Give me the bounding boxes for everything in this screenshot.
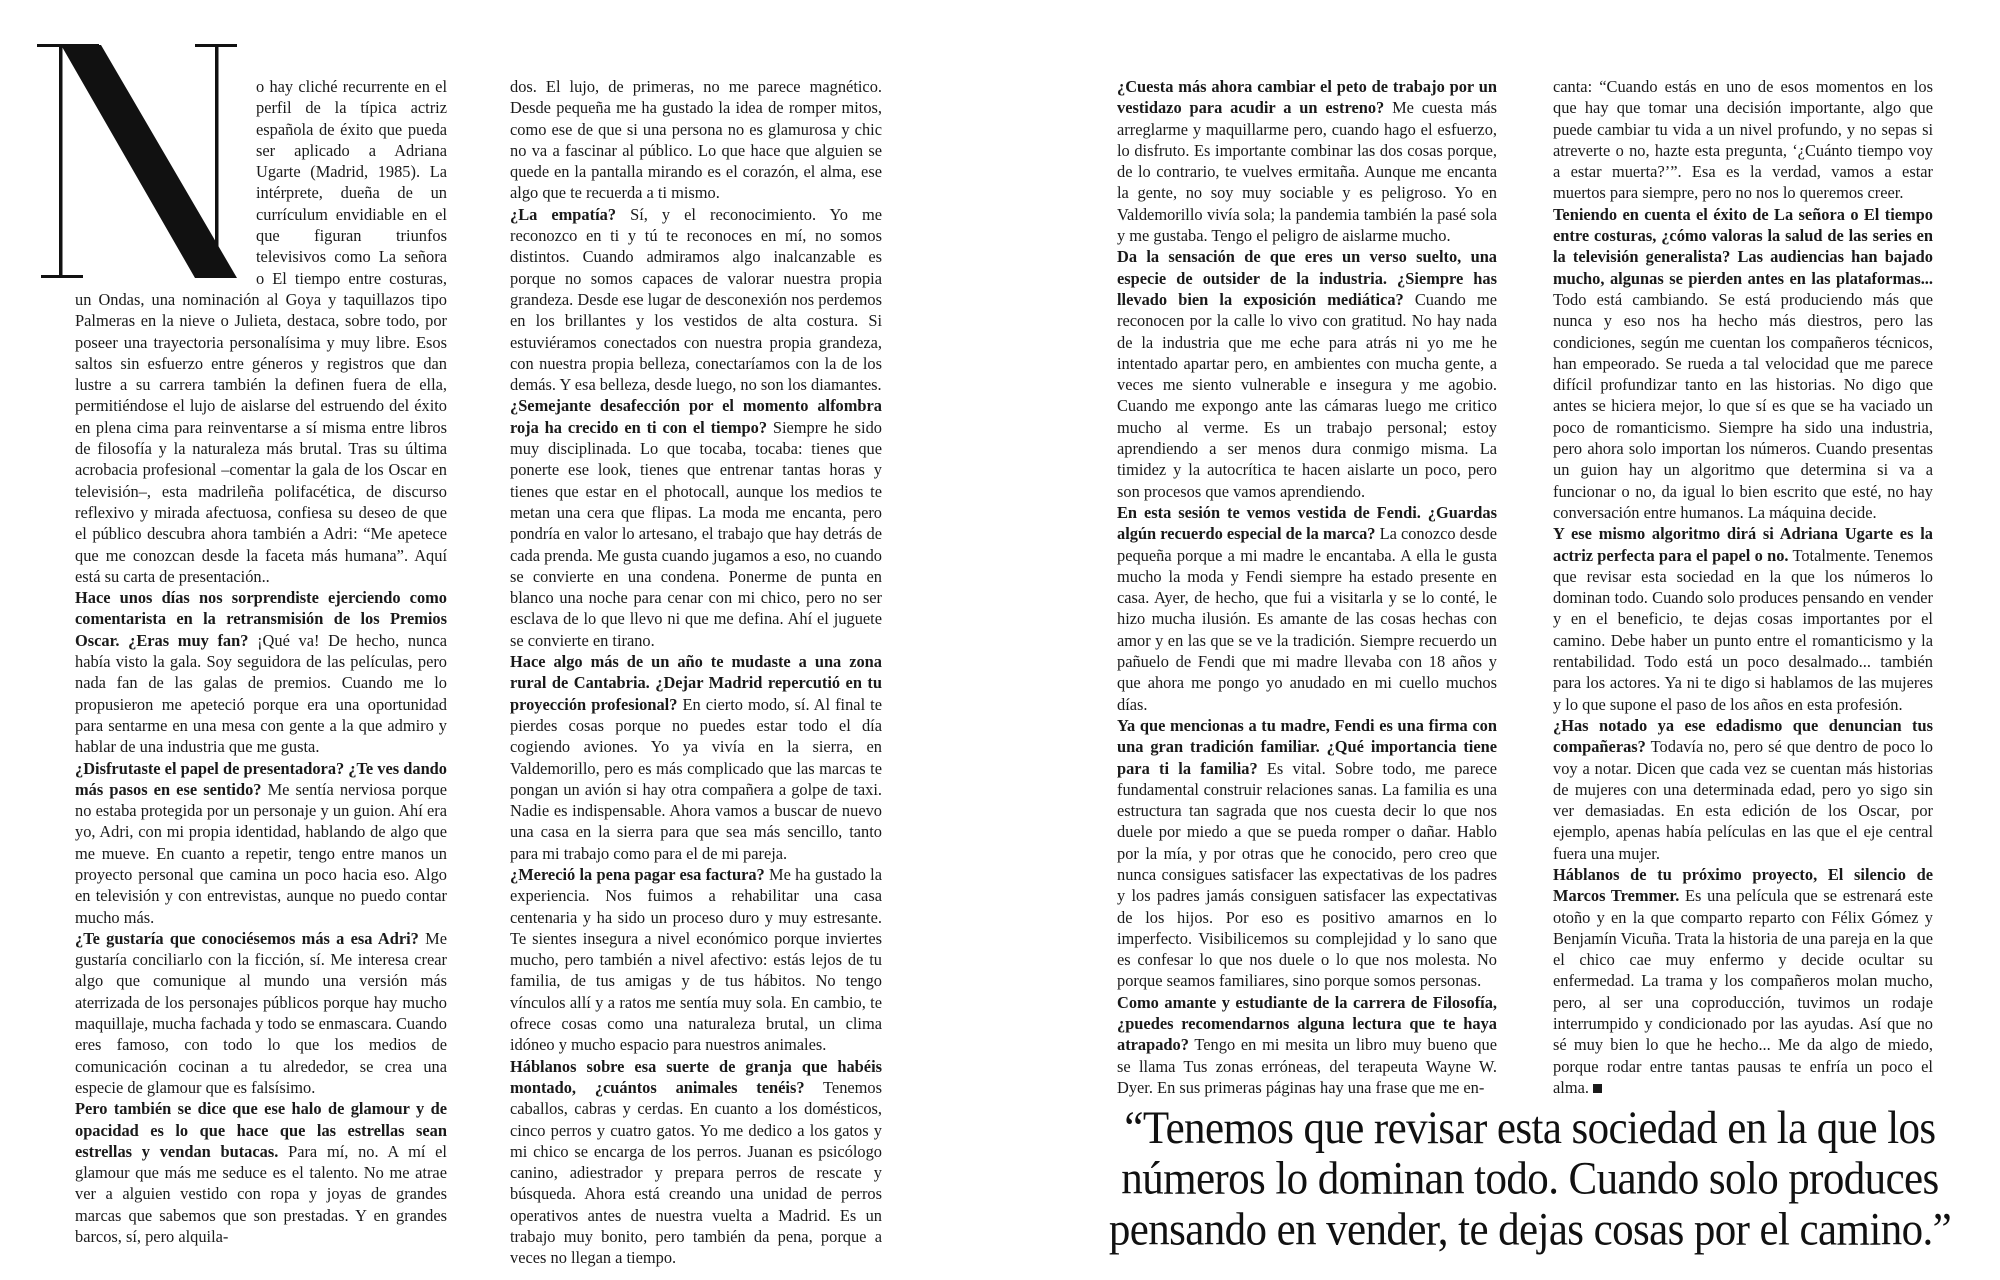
drop-cap xyxy=(37,42,242,280)
interview-question: Como amante y estudiante de la carrera de Filosofía, ¿puedes recomendarnos alguna lectura que te haya atrapado? xyxy=(1117,992,1497,1055)
paragraph-text: o hay cliché recurrente en el perfil de la típica actriz española de éxito que pueda ser aplicado a Adriana Ugarte (Madrid, 1985). La intérprete, dueña de un currículum envidiable en el que figuran triunfos televisivos como La señora o El tiempo entre costuras, un Ondas, una nominación al Goya y taquillazos tipo Palmeras en la nieve o Julieta, destaca, sobre todo, por poseer una trayectoria personalísima y muy libre. Esos saltos sin esfuerzo entre géneros y registros que dan lustre a su carrera también la definen fuera de ella, permitiéndose el lujo de aislarse del estruendo del éxito en plena cima para reinventarse a sí misma entre libros de filosofía y la naturaleza más brutal. Tras su última acrobacia profesional –comentar la gala de los Oscar en televisión–, esta madrileña polifacética, de discurso reflexivo y mirada afectuosa, confiesa su deseo de que el público descubra ahora también a Adri: “Me apetece que me conozcan desde la faceta más humana”. Aquí está su carta de presentación.. xyxy=(75,77,447,586)
paragraph-text: Siempre he sido muy disciplinada. Lo que tocaba, tocaba: tienes que ponerte ese look, tienes que entrenar tantas horas y tienes que estar en el photocall, aunque los medios te metan una cera que flipas. La moda me encanta, pero pondría en valor lo artesano, el trabajo que hay detrás de cada prenda. Me gusta cuando jugamos a eso, no cuando se convierte en una condena. Ponerme de punta en blanco una noche para cenar con mi chico, pero no ser esclava de lo que llevo ni que me defina. Ahí el juguete se convierte en tirano. xyxy=(510,417,882,650)
qa-paragraph xyxy=(1117,502,1497,715)
paragraph-text: canta: “Cuando estás en uno de esos momentos en los que hay que tomar una decisión importante, algo que puede cambiar tu vida a un nivel profundo, y no sepas si atreverte o no, hazte esta pregunta, ‘¿Cuánto tiempo voy a estar muerta?’”. Esa es la verdad, vamos a estar muertos para siempre, pero no nos lo queremos creer. xyxy=(1553,77,1933,203)
body-paragraph xyxy=(1553,76,1933,204)
paragraph-text: Para mí, no. A mí el glamour que más me seduce es el talento. No me atrae ver a alguien vestido con ropa y joyas de grandes marcas que sabemos que son prestadas. Y en grandes barcos, sí, pero alquila- xyxy=(75,1141,447,1247)
interview-question: ¿Mereció la pena pagar esa factura? xyxy=(510,864,765,884)
qa-paragraph xyxy=(1553,864,1933,1098)
qa-paragraph xyxy=(1117,76,1497,246)
article-column-3 xyxy=(1117,76,1497,1098)
paragraph-text: Todavía no, pero sé que dentro de poco lo voy a notar. Dicen que cada vez se cuentan más historias de mujeres con una determinada edad, pero yo sigo sin ver demasiadas. En esta edición de los Oscar, por ejemplo, apenas había películas en las que el eje central fuera una mujer. xyxy=(1553,737,1933,863)
interview-question: Ya que mencionas a tu madre, Fendi es una firma con una gran tradición familiar. ¿Qué importancia tiene para ti la familia? xyxy=(1117,715,1497,778)
paragraph-text: Me ha gustado la experiencia. Nos fuimos a rehabilitar una casa centenaria y ha sido un proceso duro y muy estresante. Te sientes insegura a nivel económico porque inviertes mucho, pero también a nivel afectivo: estás lejos de tu familia, de tus amigas y de tus hábitos. No tengo vínculos allí y a ratos me sentía muy sola. En cambio, te ofrece cosas como una naturaleza brutal, un clima idóneo y mucho espacio para nuestros animales. xyxy=(510,864,882,1055)
pull-quote xyxy=(1100,1103,1960,1255)
interview-question: Teniendo en cuenta el éxito de La señora o El tiempo entre costuras, ¿cómo valoras la salud de las series en la televisión generalista? Las audiencias han bajado mucho, algunas se pierden antes en las plataformas... xyxy=(1553,204,1933,288)
qa-paragraph xyxy=(510,395,882,651)
column-2-content xyxy=(510,76,882,1269)
paragraph-text: Me gustaría conciliarlo con la ficción, sí. Me interesa crear algo que comunique al mundo una versión más aterrizada de los personajes públicos porque hay mucho maquillaje, mucha fachada y todo se enmascara. Cuando eres famoso, con todo lo que los medios de comunicación cocinan a tu alrededor, se crea una especie de glamour que es falsísimo. xyxy=(75,928,447,1097)
interview-question: ¿Te gustaría que conociésemos más a esa Adri? xyxy=(75,928,419,948)
drop-cap-letter-n xyxy=(37,42,242,280)
paragraph-text: Me sentía nerviosa porque no estaba protegida por un personaje y un guion. Ahí era yo, Adri, con mi propia identidad, hablando de algo que me mueve. En cuanto a repetir, tengo entre manos un proyecto personal que camina un poco hacia eso. Algo en televisión y con entrevistas, aunque no puedo contar mucho más. xyxy=(75,779,447,927)
paragraph-text: La conozco desde pequeña porque a mi madre le encantaba. A ella le gusta mucho la moda y Fendi siempre ha estado presente en casa. Ayer, de hecho, que fui a visitarla y se lo conté, le hizo mucha ilusión. Es amante de las cosas hechas con amor y en las que se ve la tradición. Siempre recuerdo un pañuelo de Fendi que mi madre llevaba con 18 años y que ahora me pongo yo anudado en mi cuello muchos días. xyxy=(1117,524,1497,714)
body-paragraph xyxy=(510,76,882,204)
end-of-article-icon xyxy=(1593,1084,1602,1093)
interview-question: Y ese mismo algoritmo dirá si Adriana Ugarte es la actriz perfecta para el papel o no. xyxy=(1553,524,1933,565)
interview-question: Da la sensación de que eres un verso suelto, una especie de outsider de la industria. ¿Siempre has llevado bien la exposición mediática? xyxy=(1117,247,1497,309)
paragraph-text: Sí, y el reconocimiento. Yo me reconozco en ti y tú te reconoces en mí, no somos distintos. Cuando admiramos algo inalcanzable es porque no somos capaces de valorar nuestra propia grandeza. Desde ese lugar de desconexión nos perdemos en los brillantes y los vestidos de alta costura. Si estuviéramos conectados con nuestra propia grandeza, con nuestra propia belleza, conectaríamos con la de los demás. Y esa belleza, desde luego, no son los diamantes. xyxy=(510,204,882,395)
qa-paragraph xyxy=(1553,204,1933,523)
article-column-1 xyxy=(75,76,447,1247)
qa-paragraph xyxy=(510,864,882,1056)
qa-paragraph xyxy=(510,204,882,396)
interview-question: Háblanos de tu próximo proyecto, El silencio de Marcos Tremmer. xyxy=(1553,864,1933,906)
qa-paragraph xyxy=(1117,992,1497,1098)
qa-paragraph xyxy=(75,1098,447,1247)
interview-question: ¿Disfrutaste el papel de presentadora? ¿Te ves dando más pasos en ese sentido? xyxy=(75,758,447,799)
paragraph-text: Me cuesta más arreglarme y maquillarme pero, cuando hago el esfuerzo, lo disfruto. Es importante combinar las dos cosas porque, de lo contrario, te vuelves ermitaña. Aunque me encanta la gente, no soy muy sociable y es peligroso. Yo en Valdemorillo vivía sola; la pandemia también la pasé sola y me gustaba. Tengo el peligro de aislarme mucho. xyxy=(1117,98,1497,246)
qa-paragraph xyxy=(1117,715,1497,992)
interview-question: Hace algo más de un año te mudaste a una zona rural de Cantabria. ¿Dejar Madrid repercutió en tu proyección profesional? xyxy=(510,652,882,714)
interview-question: ¿Has notado ya ese edadismo que denuncian tus compañeras? xyxy=(1553,715,1933,757)
paragraph-text: dos. El lujo, de primeras, no me parece magnético. Desde pequeña me ha gustado la idea de romper mitos, como ese de que si una persona no es glamurosa y chic no va a fascinar al público. Lo que hace que alguien se quede en la pantalla mirando es el corazón, el alma, ese algo que te recuerda a ti mismo. xyxy=(510,77,882,203)
qa-paragraph xyxy=(510,651,882,864)
interview-question: ¿Semejante desafección por el momento alfombra roja ha crecido en ti con el tiempo? xyxy=(510,396,882,437)
interview-question: ¿La empatía? xyxy=(510,204,617,224)
qa-paragraph xyxy=(75,587,447,757)
interview-question: Pero también se dice que ese halo de glamour y de opacidad es lo que hace que las estrellas sean estrellas y vendan butacas. xyxy=(75,1099,447,1161)
column-4-content xyxy=(1553,76,1933,1098)
paragraph-text: Tengo en mi mesita un libro muy bueno que se llama Tus zonas erróneas, del terapeuta Wayne W. Dyer. En sus primeras páginas hay una frase que me en- xyxy=(1117,1035,1497,1097)
qa-paragraph xyxy=(75,758,447,928)
qa-paragraph xyxy=(75,928,447,1098)
qa-paragraph xyxy=(510,1056,882,1269)
article-column-4 xyxy=(1553,76,1933,1098)
interview-question: En esta sesión te vemos vestida de Fendi. ¿Guardas algún recuerdo especial de la marca? xyxy=(1117,502,1497,544)
qa-paragraph xyxy=(1117,246,1497,502)
paragraph-text: Todo está cambiando. Se está produciendo más que nunca y eso nos ha hecho más diestros, pero las condiciones, según me cuentan los compañeros técnicos, han empeorado. Se rueda a tal velocidad que me parece difícil profundizar tanto en las historias. No digo que antes se hiciera mejor, lo que sí es que se ha vaciado un poco de romanticismo. Siempre ha sido una industria, pero ahora solo importan los números. Cuando presentas un guion hay un algoritmo que determina si va a funcionar o no, da igual lo bien escrito que esté, no hay conversación entre humanos. La máquina decide. xyxy=(1553,289,1933,522)
paragraph-text: Es una película que se estrenará este otoño y en la que comparto reparto con Félix Gómez y Benjamín Vicuña. Trata la historia de una pareja en la que el chico cae muy enfermo y decide ocultar su enfermedad. La trama y los compañeros molan mucho, pero, al ser una coproducción, tuvimos un rodaje interrumpido y condicionado por las ayudas. Así que no sé muy bien lo que he hecho... Me da algo de miedo, porque rodar entre tantas pausas te enfría un poco el alma. xyxy=(1553,886,1934,1097)
interview-question: Háblanos sobre esa suerte de granja que habéis montado, ¿cuántos animales tenéis? xyxy=(510,1056,882,1097)
pull-quote-text: “Tenemos que revisar esta sociedad en la que los números lo dominan todo. Cuando solo produces pensando en vender, te dejas cosas por el camino.” xyxy=(1108,1103,1952,1256)
article-column-2 xyxy=(510,76,882,1269)
paragraph-text: Totalmente. Tenemos que revisar esta sociedad en la que los números lo dominan todo. Cuando solo produces pensando en vender y en el beneficio, te dejas cosas importantes por el camino. Debe haber un punto entre el romanticismo y la rentabilidad. Todo está un poco desalmado... también para los actores. Ya ni te digo si hablamos de las mujeres y lo que supone el paso de los años en esta profesión. xyxy=(1553,545,1933,714)
interview-question: ¿Cuesta más ahora cambiar el peto de trabajo por un vestidazo para acudir a un estreno? xyxy=(1117,77,1497,118)
paragraph-text: ¡Qué va! De hecho, nunca había visto la gala. Soy seguidora de las películas, pero nada fan de las galas de premios. Cuando me lo propusieron me apeteció porque era una oportunidad para sentarme en una mesa con gente a la que admiro y hablar de una industria que me gusta. xyxy=(75,630,447,757)
qa-paragraph xyxy=(1553,715,1933,864)
column-3-content xyxy=(1117,76,1497,1098)
interview-question: Hace unos días nos sorprendiste ejerciendo como comentarista en la retransmisión de los Premios Oscar. ¿Eras muy fan? xyxy=(75,588,447,650)
paragraph-text: Cuando me reconocen por la calle lo vivo con gratitud. No hay nada de la industria que me eche para atrás ni yo me he intentado apartar pero, en ambientes con mucha gente, a veces me siento vulnerable e insegura y me agobio. Cuando me expongo ante las cámaras luego me critico mucho al verme. Es un trabajo personal; estoy aprendiendo a ser menos dura conmigo misma. La timidez y la autocrítica te hacen aislarte un poco, pero son procesos que vamos aprendiendo. xyxy=(1117,289,1497,501)
paragraph-text: Tenemos caballos, cabras y cerdas. En cuanto a los domésticos, cinco perros y cuatro gatos. Yo me dedico a los gatos y mi chico se encarga de los perros. Juanan es psicólogo canino, adiestrador y prepara perros de rescate y búsqueda. Ahora está creando una unidad de perros operativos antes de nuestra vuelta a Madrid. Es un trabajo muy bonito, pero también da pena, porque a veces no llegan a tiempo. xyxy=(510,1077,882,1268)
paragraph-text: En cierto modo, sí. Al final te pierdes cosas porque no puedes estar todo el día cogiendo aviones. Yo ya vivía en la sierra, en Valdemorillo, pero es más complicado que las marcas te pongan un avión si hay otra compañera a golpe de taxi. Nadie es indispensable. Ahora vamos a buscar de nuevo una casa en la sierra para que sea más sencillo, tanto para mi trabajo como para el de mi pareja. xyxy=(510,694,882,863)
paragraph-text: Es vital. Sobre todo, me parece fundamental construir relaciones sanas. La familia es una estructura tan sagrada que nos cuesta decir lo que nos duele por miedo a que se pueda romper o dañar. Hablo por la mía, y por otras que he conocido, pero creo que nunca consigues satisfacer las expectativas de los padres y los padres jamás consiguen satisfacer las expectativas de los hijos. Por eso es positivo amarnos en lo imperfecto. Visibilicemos su complejidad y lo sano que es confesar lo que nos duele o lo que nos molesta. No porque seamos familiares, sino porque somos personas. xyxy=(1117,758,1497,991)
qa-paragraph xyxy=(1553,523,1933,715)
